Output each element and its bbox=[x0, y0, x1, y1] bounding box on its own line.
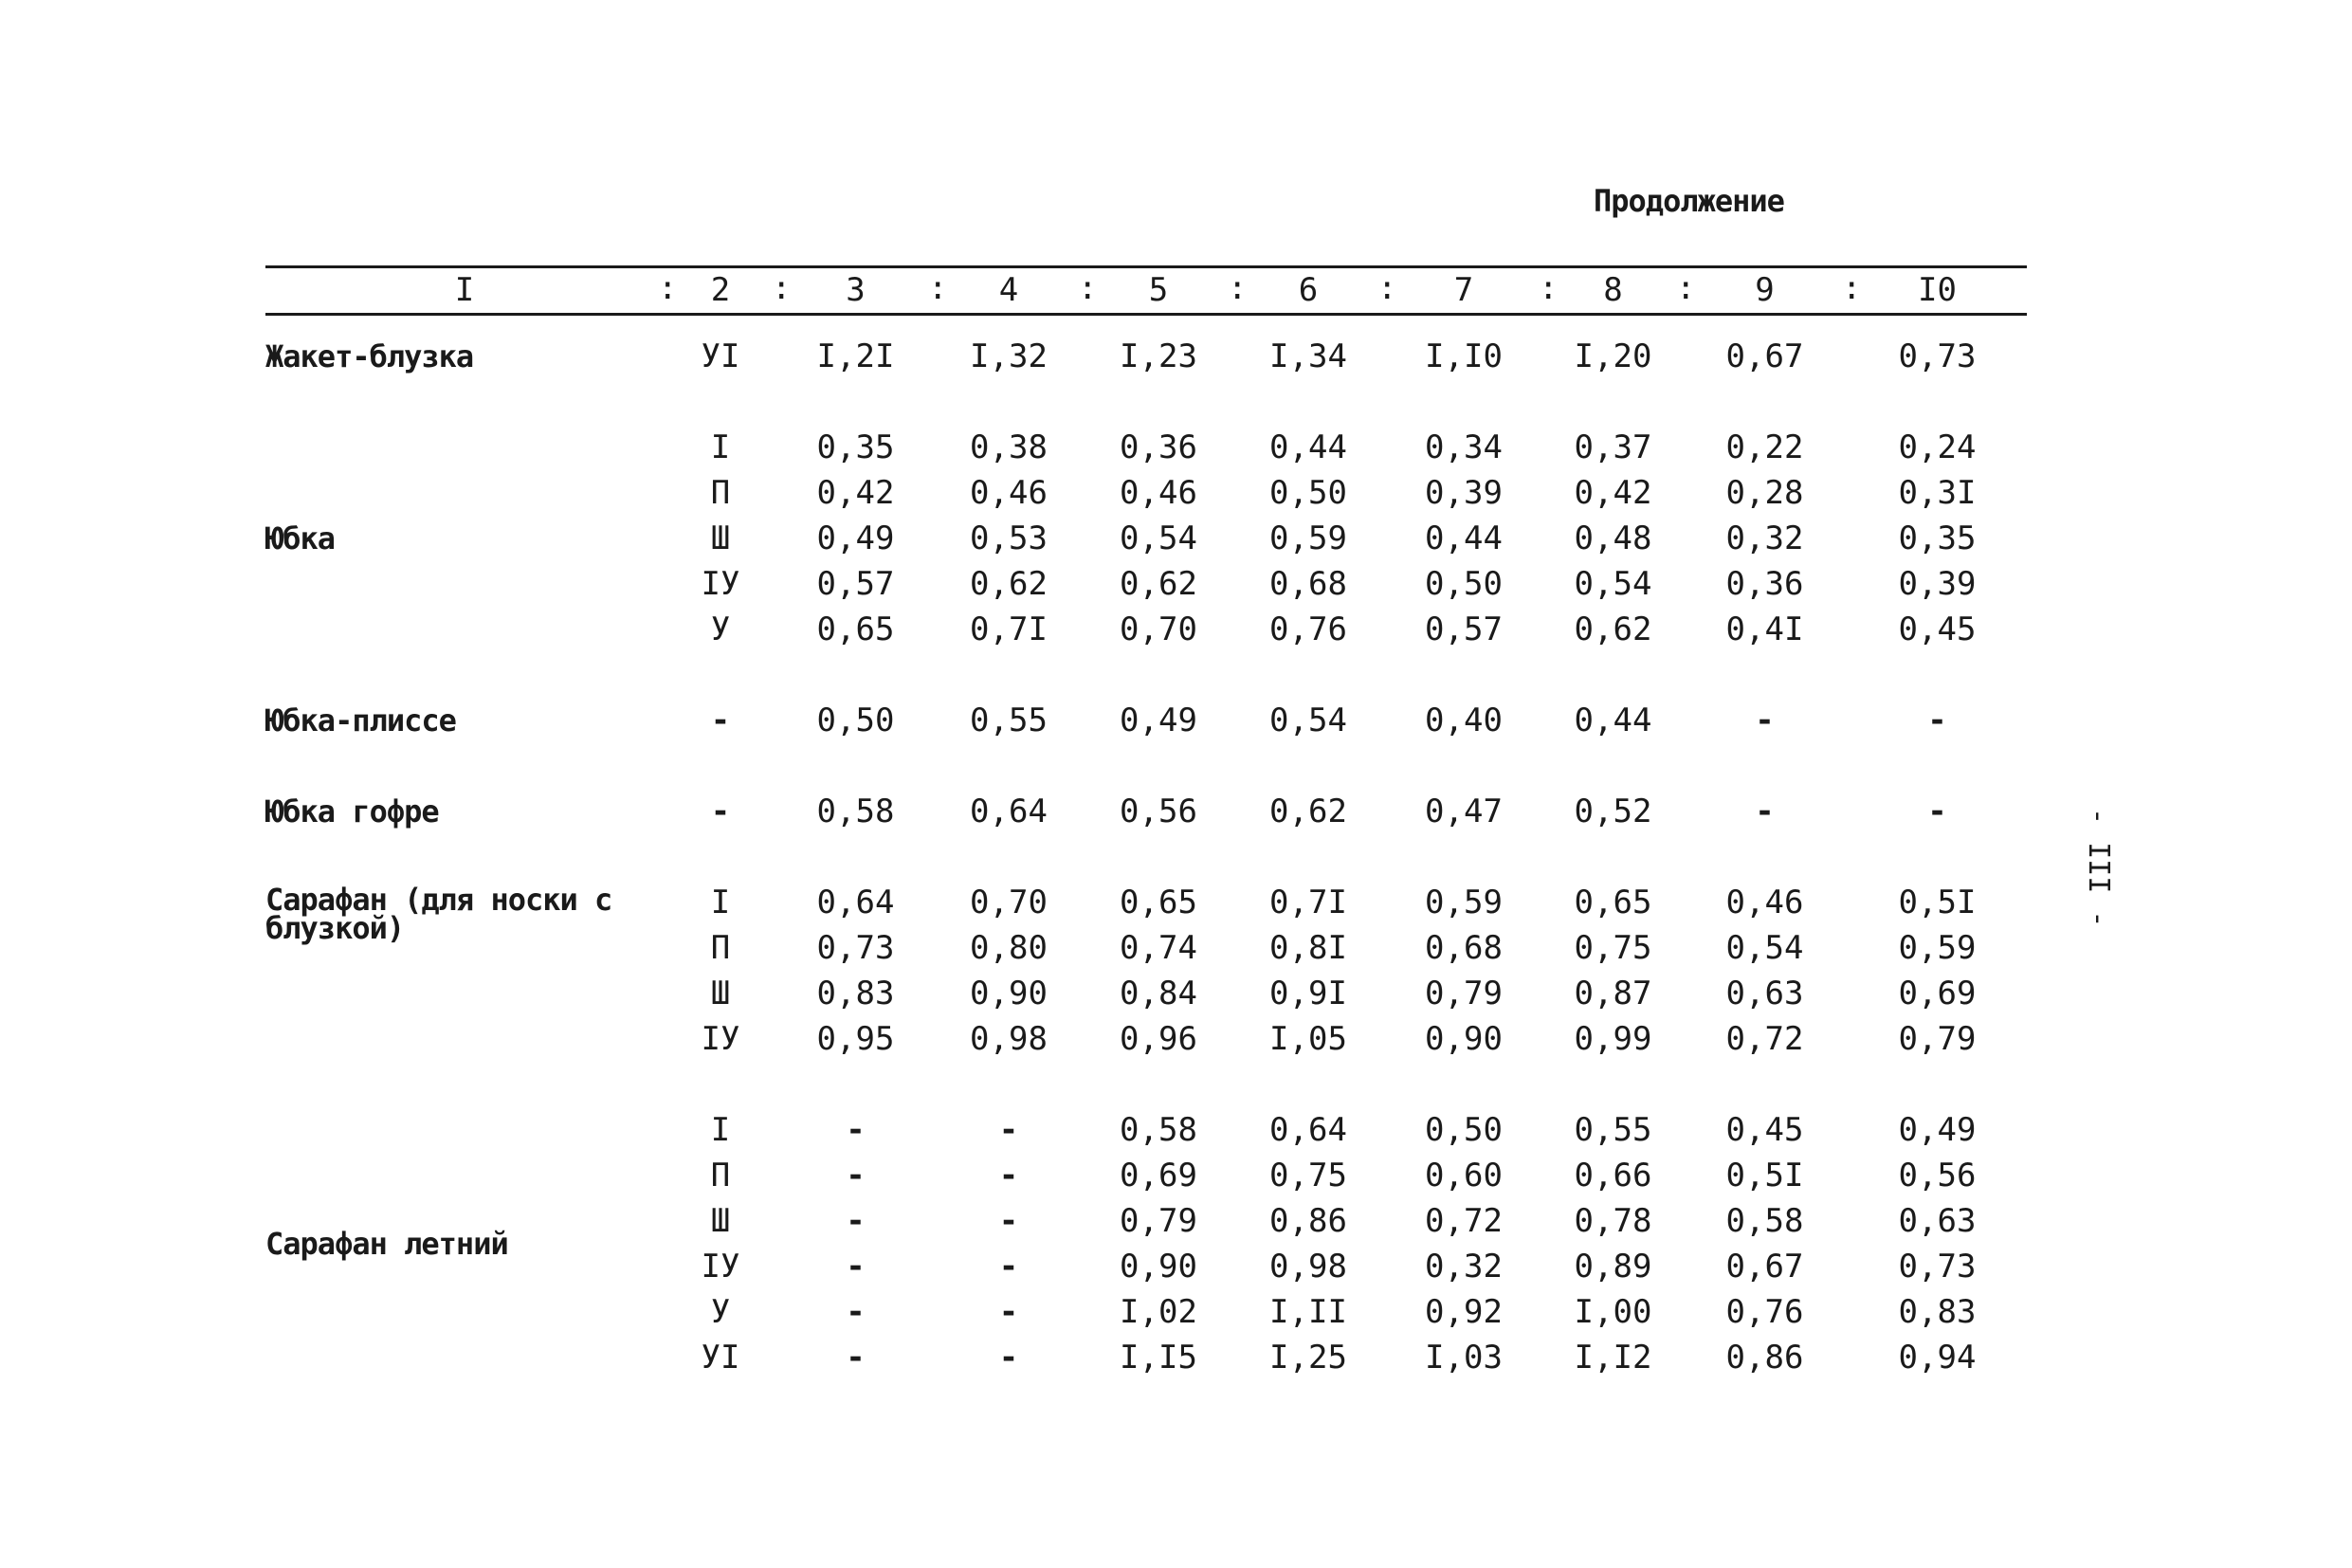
value-cell: 0,70 bbox=[970, 884, 1048, 921]
value-cell: I,20 bbox=[1574, 337, 1652, 375]
size-cell: I bbox=[710, 1111, 731, 1149]
column-header bbox=[772, 269, 934, 311]
size-cell: Ш bbox=[710, 520, 731, 557]
size-cell: У bbox=[710, 611, 731, 648]
value-cell: 0,72 bbox=[1725, 1020, 1804, 1058]
value-cell: - bbox=[846, 1157, 866, 1194]
value-cell: 0,90 bbox=[970, 975, 1048, 1012]
value-cell: 0,72 bbox=[1425, 1202, 1503, 1240]
column-separator: : bbox=[1676, 269, 1696, 307]
column-separator: : bbox=[1228, 269, 1248, 307]
garment-name: Юбка гофре bbox=[265, 793, 439, 830]
garment-name: Жакет-блузка bbox=[265, 338, 474, 374]
value-cell: - bbox=[1927, 793, 1947, 830]
table-body bbox=[265, 311, 2027, 1380]
value-cell: 0,54 bbox=[1574, 565, 1652, 603]
size-cell: - bbox=[710, 702, 731, 739]
value-cell: 0,63 bbox=[1725, 975, 1804, 1012]
value-cell: I,23 bbox=[1120, 337, 1197, 375]
size-cell: Ш bbox=[710, 1202, 731, 1240]
value-cell: 0,69 bbox=[1120, 1157, 1197, 1194]
value-cell: 0,5I bbox=[1898, 884, 1977, 921]
size-cell: Ш bbox=[710, 975, 731, 1012]
value-cell: 0,98 bbox=[1269, 1248, 1347, 1285]
value-cell: - bbox=[846, 1293, 866, 1331]
value-cell: I,I2 bbox=[1574, 1339, 1652, 1377]
column-number: 5 bbox=[1148, 271, 1169, 309]
size-cell: УI bbox=[701, 1339, 740, 1377]
column-separator: : bbox=[658, 269, 678, 307]
value-cell: 0,54 bbox=[1725, 929, 1804, 967]
value-cell: 0,5I bbox=[1725, 1157, 1804, 1194]
value-cell: 0,45 bbox=[1725, 1111, 1804, 1149]
value-cell: 0,94 bbox=[1898, 1339, 1977, 1377]
column-header bbox=[928, 269, 1084, 311]
size-cell: I bbox=[710, 428, 731, 466]
column-number: 2 bbox=[710, 271, 731, 309]
value-cell: 0,56 bbox=[1898, 1157, 1977, 1194]
value-cell: - bbox=[846, 1111, 866, 1149]
group-spacer bbox=[265, 379, 2027, 425]
table-top-rule bbox=[265, 265, 2027, 268]
column-number: 6 bbox=[1298, 271, 1319, 309]
page-number: - III - bbox=[2082, 808, 2115, 928]
value-cell: 0,70 bbox=[1120, 611, 1197, 648]
value-cell: 0,28 bbox=[1725, 474, 1804, 512]
column-number: 3 bbox=[846, 271, 866, 309]
value-cell: 0,50 bbox=[1269, 474, 1347, 512]
value-cell: 0,98 bbox=[970, 1020, 1048, 1058]
value-cell: 0,80 bbox=[970, 929, 1048, 967]
value-cell: 0,9I bbox=[1269, 975, 1347, 1012]
value-cell: 0,53 bbox=[970, 520, 1048, 557]
value-cell: 0,92 bbox=[1425, 1293, 1503, 1331]
value-cell: 0,65 bbox=[816, 611, 895, 648]
value-cell: 0,90 bbox=[1120, 1248, 1197, 1285]
value-cell: 0,45 bbox=[1898, 611, 1977, 648]
column-header bbox=[1078, 269, 1233, 311]
column-number: I bbox=[454, 271, 475, 309]
size-cell: IУ bbox=[701, 1020, 740, 1058]
value-cell: 0,4I bbox=[1725, 611, 1804, 648]
value-cell: 0,8I bbox=[1269, 929, 1347, 967]
column-separator: : bbox=[1377, 269, 1397, 307]
value-cell: - bbox=[998, 1293, 1019, 1331]
value-cell: 0,54 bbox=[1269, 702, 1347, 739]
header-row bbox=[265, 269, 2027, 311]
value-cell: 0,76 bbox=[1725, 1293, 1804, 1331]
value-cell: 0,75 bbox=[1269, 1157, 1347, 1194]
size-cell: IУ bbox=[701, 1248, 740, 1285]
column-separator: : bbox=[772, 269, 792, 307]
value-cell: I,25 bbox=[1269, 1339, 1347, 1377]
column-header bbox=[265, 269, 664, 311]
value-cell: I,2I bbox=[816, 337, 895, 375]
garment-name: Юбка bbox=[265, 520, 336, 556]
value-cell: 0,66 bbox=[1574, 1157, 1652, 1194]
value-cell: 0,60 bbox=[1425, 1157, 1503, 1194]
value-cell: 0,39 bbox=[1425, 474, 1503, 512]
size-cell: IУ bbox=[701, 565, 740, 603]
value-cell: 0,67 bbox=[1725, 1248, 1804, 1285]
value-cell: 0,76 bbox=[1269, 611, 1347, 648]
value-cell: I,05 bbox=[1269, 1020, 1347, 1058]
value-cell: 0,22 bbox=[1725, 428, 1804, 466]
value-cell: 0,55 bbox=[970, 702, 1048, 739]
value-cell: 0,46 bbox=[970, 474, 1048, 512]
size-cell: П bbox=[710, 929, 731, 967]
value-cell: 0,78 bbox=[1574, 1202, 1652, 1240]
column-header bbox=[1539, 269, 1682, 311]
value-cell: 0,86 bbox=[1725, 1339, 1804, 1377]
value-cell: I,02 bbox=[1120, 1293, 1197, 1331]
value-cell: 0,62 bbox=[1574, 611, 1652, 648]
size-cell: УI bbox=[701, 337, 740, 375]
value-cell: - bbox=[1755, 702, 1775, 739]
value-cell: 0,49 bbox=[816, 520, 895, 557]
column-header bbox=[1676, 269, 1848, 311]
value-cell: 0,79 bbox=[1120, 1202, 1197, 1240]
value-cell: 0,35 bbox=[816, 428, 895, 466]
value-cell: I,I0 bbox=[1425, 337, 1503, 375]
value-cell: 0,64 bbox=[1269, 1111, 1347, 1149]
value-cell: - bbox=[846, 1248, 866, 1285]
value-cell: 0,90 bbox=[1425, 1020, 1503, 1058]
value-cell: - bbox=[998, 1202, 1019, 1240]
table-row bbox=[265, 880, 2027, 925]
table-row bbox=[265, 698, 2027, 743]
value-cell: 0,49 bbox=[1898, 1111, 1977, 1149]
value-cell: 0,75 bbox=[1574, 929, 1652, 967]
value-cell: - bbox=[998, 1111, 1019, 1149]
column-separator: : bbox=[1078, 269, 1098, 307]
value-cell: 0,89 bbox=[1574, 1248, 1652, 1285]
value-cell: 0,48 bbox=[1574, 520, 1652, 557]
table-row bbox=[265, 334, 2027, 379]
value-cell: I,03 bbox=[1425, 1339, 1503, 1377]
value-cell: 0,87 bbox=[1574, 975, 1652, 1012]
value-cell: 0,46 bbox=[1725, 884, 1804, 921]
group-spacer bbox=[265, 652, 2027, 698]
value-cell: 0,35 bbox=[1898, 520, 1977, 557]
value-cell: 0,52 bbox=[1574, 793, 1652, 830]
size-cell: П bbox=[710, 474, 731, 512]
value-cell: 0,64 bbox=[970, 793, 1048, 830]
value-cell: 0,79 bbox=[1898, 1020, 1977, 1058]
value-cell: 0,49 bbox=[1120, 702, 1197, 739]
value-cell: 0,56 bbox=[1120, 793, 1197, 830]
value-cell: 0,86 bbox=[1269, 1202, 1347, 1240]
value-cell: 0,96 bbox=[1120, 1020, 1197, 1058]
value-cell: 0,83 bbox=[1898, 1293, 1977, 1331]
value-cell: I,34 bbox=[1269, 337, 1347, 375]
value-cell: 0,7I bbox=[970, 611, 1048, 648]
value-cell: 0,62 bbox=[1120, 565, 1197, 603]
column-number: 8 bbox=[1603, 271, 1623, 309]
value-cell: 0,83 bbox=[816, 975, 895, 1012]
size-cell: I bbox=[710, 884, 731, 921]
value-cell: 0,73 bbox=[1898, 337, 1977, 375]
value-cell: 0,62 bbox=[1269, 793, 1347, 830]
garment-name: Сарафан летний bbox=[265, 1226, 508, 1262]
value-cell: - bbox=[998, 1157, 1019, 1194]
group-spacer bbox=[265, 743, 2027, 789]
value-cell: 0,32 bbox=[1425, 1248, 1503, 1285]
column-header bbox=[1228, 269, 1383, 311]
value-cell: 0,64 bbox=[816, 884, 895, 921]
value-cell: 0,74 bbox=[1120, 929, 1197, 967]
value-cell: 0,68 bbox=[1269, 565, 1347, 603]
value-cell: 0,62 bbox=[970, 565, 1048, 603]
value-cell: 0,44 bbox=[1574, 702, 1652, 739]
value-cell: 0,58 bbox=[1725, 1202, 1804, 1240]
column-header bbox=[1377, 269, 1544, 311]
table-header bbox=[265, 269, 2027, 311]
value-cell: - bbox=[846, 1202, 866, 1240]
value-cell: 0,36 bbox=[1120, 428, 1197, 466]
value-cell: 0,24 bbox=[1898, 428, 1977, 466]
column-separator: : bbox=[928, 269, 948, 307]
value-cell: 0,38 bbox=[970, 428, 1048, 466]
value-cell: 0,79 bbox=[1425, 975, 1503, 1012]
value-cell: 0,50 bbox=[816, 702, 895, 739]
value-cell: 0,50 bbox=[1425, 1111, 1503, 1149]
value-cell: 0,59 bbox=[1269, 520, 1347, 557]
table-row bbox=[265, 1107, 2027, 1153]
column-number: 9 bbox=[1755, 271, 1775, 309]
value-cell: 0,55 bbox=[1574, 1111, 1652, 1149]
value-cell: 0,32 bbox=[1725, 520, 1804, 557]
value-cell: 0,37 bbox=[1574, 428, 1652, 466]
value-cell: 0,44 bbox=[1425, 520, 1503, 557]
value-cell: 0,54 bbox=[1120, 520, 1197, 557]
group-spacer bbox=[265, 311, 2027, 334]
value-cell: 0,39 bbox=[1898, 565, 1977, 603]
value-cell: 0,42 bbox=[1574, 474, 1652, 512]
value-cell: 0,34 bbox=[1425, 428, 1503, 466]
value-cell: 0,95 bbox=[816, 1020, 895, 1058]
column-header bbox=[1842, 269, 2027, 311]
value-cell: 0,57 bbox=[1425, 611, 1503, 648]
value-cell: 0,59 bbox=[1898, 929, 1977, 967]
value-cell: I,II bbox=[1269, 1293, 1347, 1331]
size-cell: - bbox=[710, 793, 731, 830]
value-cell: 0,65 bbox=[1574, 884, 1652, 921]
column-number: 4 bbox=[998, 271, 1019, 309]
size-cell: У bbox=[710, 1293, 731, 1331]
value-cell: 0,63 bbox=[1898, 1202, 1977, 1240]
value-cell: 0,58 bbox=[816, 793, 895, 830]
value-cell: I,00 bbox=[1574, 1293, 1652, 1331]
value-cell: 0,84 bbox=[1120, 975, 1197, 1012]
group-spacer bbox=[265, 1062, 2027, 1107]
value-cell: 0,65 bbox=[1120, 884, 1197, 921]
value-cell: - bbox=[1755, 793, 1775, 830]
value-cell: 0,46 bbox=[1120, 474, 1197, 512]
value-cell: 0,7I bbox=[1269, 884, 1347, 921]
garment-name: Юбка-плиссе bbox=[265, 702, 456, 738]
value-cell: I,32 bbox=[970, 337, 1048, 375]
size-cell: П bbox=[710, 1157, 731, 1194]
column-header bbox=[658, 269, 777, 311]
garment-name: Сарафан (для носки с блузкой) bbox=[265, 882, 612, 946]
value-cell: 0,99 bbox=[1574, 1020, 1652, 1058]
group-spacer bbox=[265, 834, 2027, 880]
column-separator: : bbox=[1539, 269, 1559, 307]
value-cell: 0,58 bbox=[1120, 1111, 1197, 1149]
value-cell: 0,3I bbox=[1898, 474, 1977, 512]
value-cell: 0,36 bbox=[1725, 565, 1804, 603]
norms-table bbox=[265, 269, 2027, 1380]
column-separator: : bbox=[1842, 269, 1862, 307]
column-number: I0 bbox=[1918, 271, 1957, 309]
value-cell: I,I5 bbox=[1120, 1339, 1197, 1377]
value-cell: 0,73 bbox=[1898, 1248, 1977, 1285]
value-cell: 0,69 bbox=[1898, 975, 1977, 1012]
table-row bbox=[265, 789, 2027, 834]
value-cell: 0,73 bbox=[816, 929, 895, 967]
value-cell: 0,67 bbox=[1725, 337, 1804, 375]
value-cell: 0,50 bbox=[1425, 565, 1503, 603]
value-cell: - bbox=[846, 1339, 866, 1377]
value-cell: 0,40 bbox=[1425, 702, 1503, 739]
value-cell: 0,68 bbox=[1425, 929, 1503, 967]
value-cell: - bbox=[1927, 702, 1947, 739]
value-cell: 0,59 bbox=[1425, 884, 1503, 921]
value-cell: 0,42 bbox=[816, 474, 895, 512]
value-cell: 0,47 bbox=[1425, 793, 1503, 830]
value-cell: - bbox=[998, 1248, 1019, 1285]
table-row bbox=[265, 425, 2027, 470]
value-cell: 0,44 bbox=[1269, 428, 1347, 466]
value-cell: 0,57 bbox=[816, 565, 895, 603]
column-number: 7 bbox=[1453, 271, 1474, 309]
value-cell: - bbox=[998, 1339, 1019, 1377]
continuation-label: Продолжение bbox=[1594, 183, 1784, 219]
